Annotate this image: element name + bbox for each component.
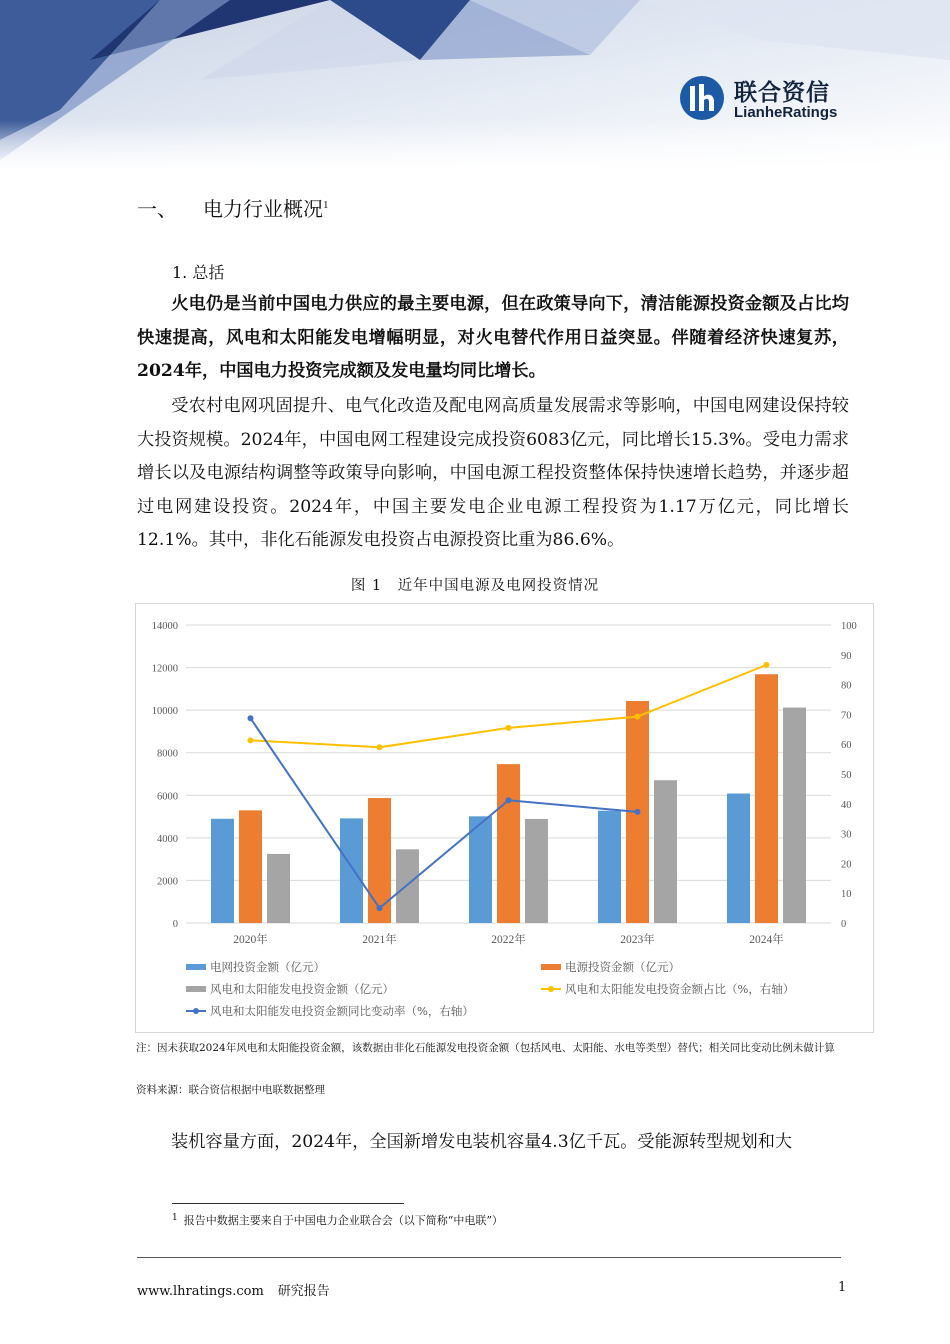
footnote-divider [172,1203,404,1204]
footnote-mark: 1 [172,1213,178,1223]
figure-title: 图 1 近年中国电源及电网投资情况 [350,578,600,594]
footer-left [137,1280,344,1299]
bar-3 [525,819,548,923]
footnote-ref[interactable]: 1 [323,199,329,211]
bar-1 [469,816,492,923]
y-left-tick-label: 14000 [151,621,178,632]
legend-swatch [186,986,206,992]
legend-swatch-point [548,986,554,992]
legend-swatch [186,964,206,970]
bar-3 [267,854,290,923]
section-heading [137,193,329,222]
capacity-paragraph [137,1126,849,1160]
subsection-heading: 1. 总括 [172,263,225,282]
y-left-tick-label: 0 [172,919,178,930]
line-point [764,662,770,668]
line-point [248,715,254,721]
y-right-tick-label: 0 [841,919,847,930]
line-point [377,905,383,911]
logo-mark-icon [678,74,726,122]
y-right-tick-label: 90 [841,650,852,662]
y-right-tick-label: 80 [841,680,852,692]
footer-doc-type: 研究报告 [277,1284,330,1299]
bar-3 [396,849,419,923]
y-right-tick-label: 30 [841,829,852,841]
investment-text: 受农村电网巩固提升、电气化改造及配电网高质量发展需求等影响，中国电网建设保持较大投资规模。2024年，中国电网工程建设完成投资6083亿元，同比增长15.3%。受电力需求增长以及电源结构调整等政策导向影响，中国电源工程投资整体保持快速增长趋势，并逐步超过电网建设投资。2024年，中国主要发电企业电源工程投资为1.17万亿元，同比增长12.1%。其中，非化石能源发电投资占电源投资比重为86.6%。 [137,396,849,550]
y-right-tick-label: 10 [841,889,852,901]
line-point [377,744,383,750]
footnote-text: 报告中数据主要来自于中国电力企业联合会（以下简称“中电联”） [183,1214,503,1227]
bar-2 [497,764,520,923]
y-left-tick-label: 4000 [157,833,178,845]
x-tick-label: 2021年 [362,934,397,946]
y-right-tick-label: 50 [841,770,852,781]
line-point [635,714,641,720]
investment-chart [135,603,874,1033]
figure-note: 注：因未获取2024年风电和太阳能投资金额，该数据由非化石能源发电投资金额（包括风电、太阳能、水电等类型）替代；相关同比变动比例未做计算 [136,1042,835,1054]
x-tick-label: 2023年 [620,934,655,946]
bar-2 [755,674,778,923]
logo-text-en: LianheRatings [734,104,838,121]
bar-1 [340,818,363,923]
series-line-2 [251,718,638,908]
logo-text-cn: 联合资信 [734,80,830,106]
header-banner [0,0,950,170]
legend-label: 风电和太阳能发电投资金额（亿元） [210,982,394,996]
y-right-tick-label: 60 [841,740,852,752]
y-right-tick-label: 70 [841,710,852,722]
series-line-1 [251,665,767,747]
line-point [248,737,254,743]
legend-swatch [541,964,561,970]
y-right-tick-label: 100 [841,621,857,632]
page-number: 1 [838,1280,847,1295]
y-left-tick-label: 6000 [157,791,178,803]
bar-3 [654,780,677,923]
y-left-tick-label: 8000 [157,748,178,760]
legend-swatch-point [193,1008,199,1014]
bar-3 [783,708,806,923]
legend-label: 电网投资金额（亿元） [210,960,325,974]
line-point [635,809,641,815]
bar-2 [368,798,391,923]
y-left-tick-label: 12000 [151,663,178,675]
bar-1 [211,819,234,923]
line-point [506,797,512,803]
x-tick-label: 2020年 [233,934,268,946]
section-number: 一、 [137,197,177,221]
investment-paragraph [137,390,849,558]
y-right-tick-label: 20 [841,859,852,871]
y-left-tick-label: 10000 [151,706,178,718]
line-point [506,725,512,731]
bar-1 [727,794,750,923]
footnote [172,1212,503,1228]
x-tick-label: 2022年 [491,934,526,946]
bar-2 [239,810,262,923]
capacity-text: 装机容量方面，2024年，全国新增发电装机容量4.3亿千瓦。受能源转型规划和大 [171,1132,793,1152]
bar-1 [598,811,621,923]
y-left-tick-label: 2000 [157,876,178,888]
legend-label: 风电和太阳能发电投资金额同比变动率（%，右轴） [210,1004,474,1018]
y-right-tick-label: 40 [841,799,852,811]
x-tick-label: 2024年 [749,934,784,946]
summary-paragraph [137,288,849,389]
figure-source: 资料来源：联合资信根据中电联数据整理 [136,1084,325,1096]
summary-text: 火电仍是当前中国电力供应的最主要电源，但在政策导向下，清洁能源投资金额及占比均快速提高，风电和太阳能发电增幅明显，对火电替代作用日益突显。伴随着经济快速复苏，2024年，中国电力投资完成额及发电量均同比增长。 [137,294,849,381]
section-title: 电力行业概况 [203,197,323,221]
company-logo [678,74,848,124]
legend-label: 电源投资金额（亿元） [565,960,680,974]
chart-svg [136,604,873,1032]
footer-divider [137,1257,841,1258]
legend-label: 风电和太阳能发电投资金额占比（%，右轴） [565,982,795,996]
footer-website[interactable]: www.lhratings.com [137,1284,264,1299]
